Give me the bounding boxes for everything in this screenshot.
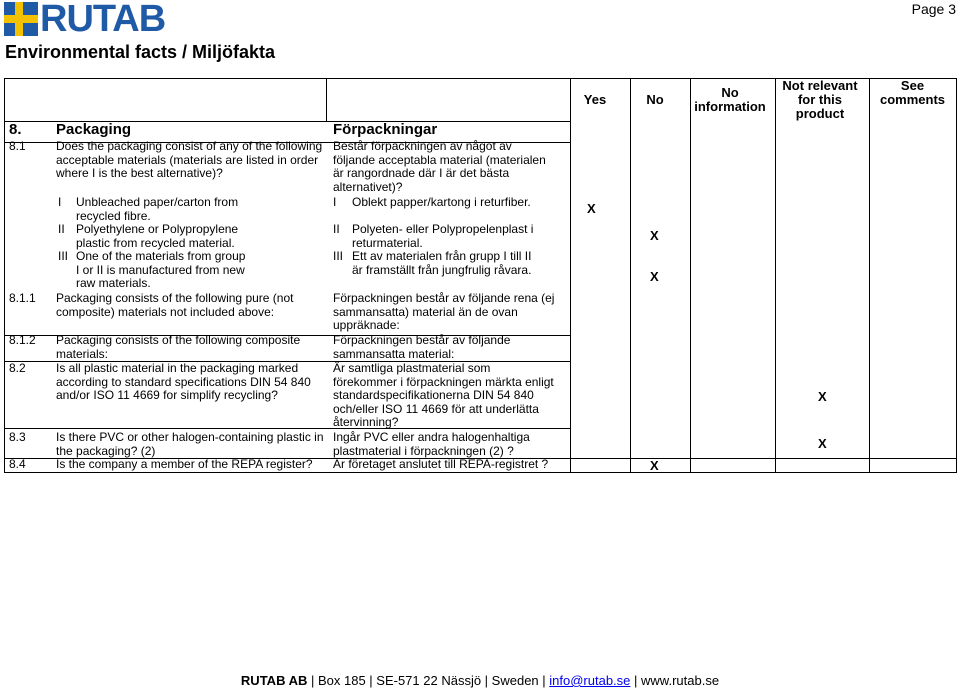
row-8-1-sv-line: följande acceptabla material (materialen [333,152,546,167]
row-8-1-iii-sv-line: Ett av materialen från grupp I till II [352,249,532,263]
row-8-4-en: Is the company a member of the REPA register? [56,457,313,471]
row-8-1-2-sv-line: sammansatta material: [333,346,455,361]
row-8-4-mark-no: X [650,458,659,473]
row-8-2-number: 8.2 [9,361,26,375]
row-8-2-sv-line: standardspecifikationerna DIN 54 840 [333,388,534,402]
row-8-1-1-sv-line: Förpackningen består av följande rena (ej [333,291,555,305]
col-not-relevant-line3: product [795,106,845,121]
footer-separator: | [307,673,318,688]
row-8-3-en [56,431,324,458]
row-8-1-ii-roman: II [58,222,65,236]
row-8-1-ii-en-line: plastic from recycled material. [76,235,235,250]
footer-web: www.rutab.se [641,673,720,688]
brand-name: RUTAB [40,0,166,40]
row-8-1-en-line: acceptable materials (materials are listed in order [56,152,319,167]
row-8-1-iii-sv [352,250,531,277]
row-8-1-i-en-line: recycled fibre. [76,208,151,223]
row-8-2-mark-not-relevant: X [818,389,827,404]
row-8-1-ii-sv-roman: II [333,222,340,236]
row-8-1-ii-sv-line: Polyeten- eller Polypropelenplast i [352,222,534,236]
row-8-1-iii-sv-line: är framställt från jungfrulig råvara. [352,262,532,277]
row-8-1-i-roman: I [58,195,62,209]
section-title-sv: Förpackningar [333,121,438,138]
row-8-2-sv [333,362,554,430]
row-8-1-i-en [76,196,238,223]
col-no: No [646,92,664,107]
row-8-1-1-number: 8.1.1 [9,291,36,305]
footer-separator: | [538,673,550,688]
col-yes: Yes [583,92,607,107]
page-number: Page 3 [911,1,956,17]
row-8-1-ii-sv-line: returmaterial. [352,235,423,250]
row-8-1-2-sv [333,334,510,361]
row-8-3-en-line: the packaging? (2) [56,443,156,458]
row-8-1-1-sv-line: sammansatta) material än de ovan [333,304,518,319]
row-8-1-iii-mark-no: X [650,269,659,284]
page-title: Environmental facts / Miljöfakta [5,42,276,62]
page-footer [0,673,960,688]
row-8-1-iii-roman: III [58,249,69,263]
row-8-1-1-sv-line: uppräknade: [333,318,400,332]
row-8-3-mark-not-relevant: X [818,436,827,451]
col-see-comments [870,79,955,107]
rutab-logo [4,0,166,40]
row-8-1-ii-mark-no: X [650,228,659,243]
row-8-1-iii-en [76,250,245,291]
row-8-1-ii-sv [352,223,533,250]
footer-separator: | [481,673,492,688]
row-8-1-en-line: Does the packaging consist of any of the following [56,139,323,153]
row-8-3-sv-line: plastmaterial i förpackningen (2) ? [333,443,514,458]
row-8-4-sv: Är företaget anslutet till REPA-registret ? [333,457,549,471]
footer-separator: | [365,673,377,688]
row-8-4-number: 8.4 [9,457,26,471]
row-8-1-sv-line: Består förpackningen av något av [333,139,512,153]
row-8-1-iii-en-line: raw materials. [76,276,151,290]
row-8-2-en-line: and/or ISO 11 4669 for simplify recycling? [56,388,278,402]
row-8-2-en [56,362,311,403]
rutab-logo-mark-icon [4,2,38,36]
footer-company: RUTAB AB [240,673,308,688]
row-8-1-1-en-line: Packaging consists of the following pure (not [56,291,294,305]
row-8-1-en [56,140,322,181]
row-8-1-sv [333,140,546,194]
col-no-information-line1: No [721,85,739,100]
row-8-2-sv-line: förekommer i förpackningen märkta enligt [333,374,554,389]
row-8-2-en-line: Is all plastic material in the packaging marked [56,361,299,375]
row-8-3-number: 8.3 [9,430,26,444]
row-8-1-2-en-line: Packaging consists of the following composite [56,333,301,347]
row-8-1-iii-en-line: One of the materials from group [76,249,246,263]
row-8-1-sv-line: är rangordnade där I är det bästa [333,166,510,180]
col-not-relevant-line1: Not relevant [782,78,858,93]
footer-address: Box 185 [317,673,366,688]
col-no-information-line2: information [694,99,766,114]
row-8-1-i-sv-roman: I [333,195,337,209]
col-see-comments-line2: comments [879,92,946,107]
row-8-1-sv-line: alternativet)? [333,179,403,194]
row-8-1-i-en-line: Unbleached paper/carton from [76,195,239,209]
section-title-en: Packaging [56,121,132,138]
row-8-1-i-mark-yes: X [587,201,596,216]
row-8-2-sv-line: Är samtliga plastmaterial som [333,361,491,375]
row-8-1-iii-en-line: I or II is manufactured from new [76,262,245,277]
footer-country: Sweden [491,673,539,688]
row-8-1-iii-sv-roman: III [333,249,344,263]
row-8-2-sv-line: återvinning? [333,415,399,429]
row-8-1-ii-en [76,223,238,250]
row-8-1-en-line: where I is the best alternative)? [56,166,223,180]
row-8-1-number: 8.1 [9,139,26,153]
row-8-1-1-en-line: composite) materials not included above: [56,304,275,319]
section-number: 8. [9,121,22,138]
row-8-1-i-sv-line: Oblekt papper/kartong i returfiber. [352,195,531,209]
row-8-2-sv-line: och/eller ISO 11 4669 för att underlätta [333,401,539,416]
col-not-relevant [775,79,865,121]
footer-email-link[interactable]: info@rutab.se [549,673,631,688]
col-see-comments-line1: See [900,78,925,93]
col-not-relevant-line2: for this [797,92,843,107]
col-no-information [690,86,770,114]
footer-separator: | [630,673,642,688]
row-8-1-1-en [56,292,293,319]
row-8-1-2-sv-line: Förpackningen består av följande [333,333,511,347]
row-8-3-sv-line: Ingår PVC eller andra halogenhaltiga [333,430,530,444]
row-8-2-en-line: according to standard specifications DIN 54 840 [56,374,311,389]
row-8-1-ii-en-line: Polyethylene or Polypropylene [76,222,239,236]
footer-postal: SE-571 22 Nässjö [376,673,482,688]
row-8-1-2-number: 8.1.2 [9,333,36,347]
row-8-3-sv [333,431,530,458]
row-8-1-2-en-line: materials: [56,346,109,361]
row-8-1-i-sv [352,196,531,210]
row-8-1-2-en [56,334,300,361]
row-8-1-1-sv [333,292,554,333]
row-8-3-en-line: Is there PVC or other halogen-containing plastic in [56,430,324,444]
